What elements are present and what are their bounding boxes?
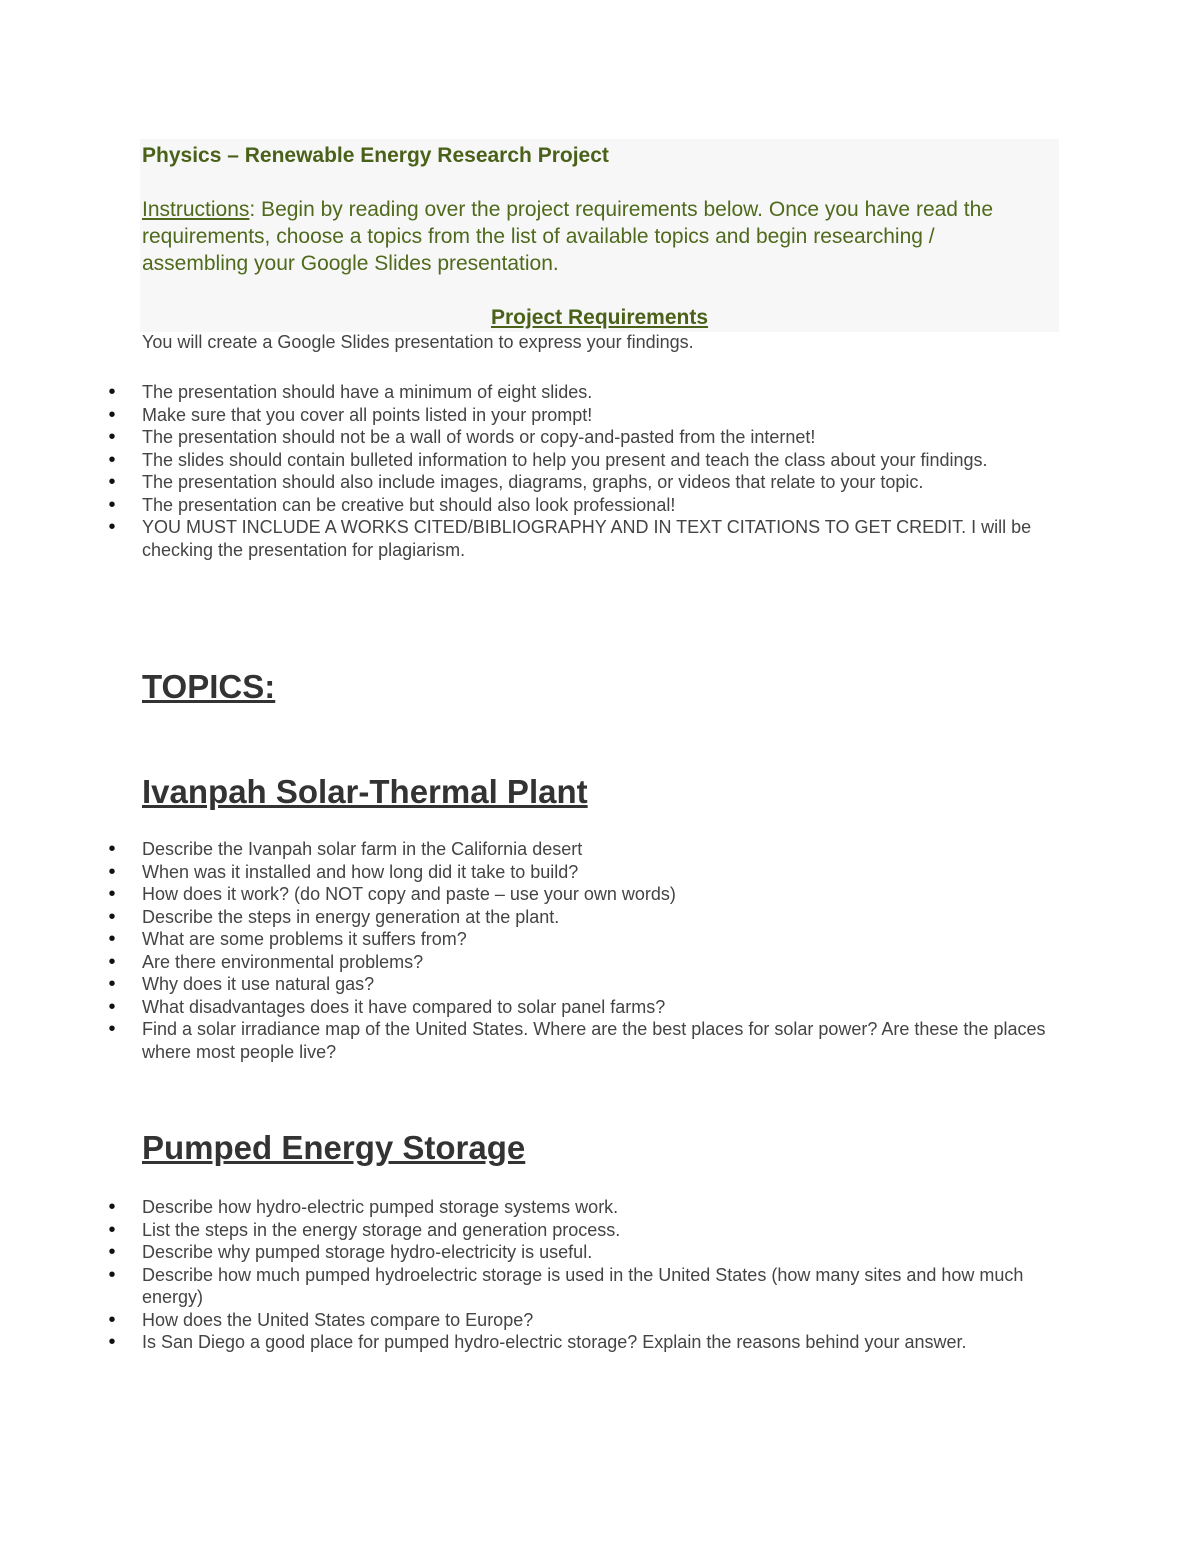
bullet-icon: • — [108, 838, 116, 860]
list-item: • What disadvantages does it have compared to solar panel farms? — [142, 996, 1052, 1019]
bullet-icon: • — [108, 1018, 116, 1040]
bullet-icon: • — [108, 1263, 116, 1286]
list-item: • How does it work? (do NOT copy and paste – use your own words) — [142, 883, 1052, 906]
list-item: • Describe how hydro-electric pumped storage systems work. — [142, 1196, 1052, 1219]
bullet-icon: • — [108, 973, 116, 995]
list-item: • Are there environmental problems? — [142, 951, 1052, 974]
topic-pumped-storage-list — [108, 1196, 1052, 1354]
topics-heading: TOPICS: — [142, 668, 276, 705]
bullet-icon: • — [108, 448, 116, 471]
list-item: • Describe the Ivanpah solar farm in the California desert — [142, 838, 1052, 861]
list-item: • The slides should contain bulleted information to help you present and teach the class about your findings. — [142, 449, 1052, 472]
bullet-icon: • — [108, 471, 116, 493]
list-item: • Find a solar irradiance map of the United States. Where are the best places for solar power? Are these the places where most people live? — [142, 1018, 1052, 1063]
list-item: • How does the United States compare to Europe? — [142, 1309, 1052, 1332]
topic-title-ivanpah: Ivanpah Solar-Thermal Plant — [142, 773, 588, 810]
topic-title-pumped-storage: Pumped Energy Storage — [142, 1129, 526, 1166]
requirements-list — [108, 381, 1052, 561]
list-item: • YOU MUST INCLUDE A WORKS CITED/BIBLIOGRAPHY AND IN TEXT CITATIONS TO GET CREDIT. I will be checking the presentation for plagiarism. — [142, 516, 1052, 561]
bullet-icon: • — [108, 1308, 116, 1331]
instructions-label: Instructions — [142, 198, 250, 221]
bullet-icon: • — [108, 1331, 116, 1353]
bullet-icon: • — [108, 860, 116, 883]
instructions-text: : Begin by reading over the project requirements below. Once you have read the requirements, choose a topics from the list of available topics and begin researching / assembling your Google Slides presentation. — [142, 198, 994, 275]
list-item: • What are some problems it suffers from? — [142, 928, 1052, 951]
list-item: • Describe the steps in energy generation at the plant. — [142, 906, 1052, 929]
bullet-icon: • — [108, 905, 116, 928]
bullet-icon: • — [108, 928, 116, 950]
bullet-icon: • — [108, 493, 116, 516]
list-item: • The presentation should also include images, diagrams, graphs, or videos that relate to your topic. — [142, 471, 1052, 494]
bullet-icon: • — [108, 1218, 116, 1241]
list-item: • The presentation should have a minimum of eight slides. — [142, 381, 1052, 404]
bullet-icon: • — [108, 381, 116, 403]
bullet-icon: • — [108, 995, 116, 1018]
bullet-icon: • — [108, 1196, 116, 1218]
list-item: • Describe how much pumped hydroelectric storage is used in the United States (how many sites and how much energy) — [142, 1264, 1052, 1309]
document-title: Physics – Renewable Energy Research Project — [142, 144, 609, 167]
bullet-icon: • — [108, 403, 116, 426]
bullet-icon: • — [108, 883, 116, 905]
list-item: • Make sure that you cover all points listed in your prompt! — [142, 404, 1052, 427]
project-requirements-heading: Project Requirements — [490, 306, 709, 329]
list-item: • Why does it use natural gas? — [142, 973, 1052, 996]
topic-ivanpah-list — [108, 838, 1052, 1063]
list-item: • List the steps in the energy storage and generation process. — [142, 1219, 1052, 1242]
list-item: • Is San Diego a good place for pumped hydro-electric storage? Explain the reasons behind your answer. — [142, 1331, 1052, 1354]
list-item: • The presentation can be creative but should also look professional! — [142, 494, 1052, 517]
list-item: • When was it installed and how long did it take to build? — [142, 861, 1052, 884]
bullet-icon: • — [108, 1241, 116, 1263]
list-item: • The presentation should not be a wall of words or copy-and-pasted from the internet! — [142, 426, 1052, 449]
bullet-icon: • — [108, 426, 116, 448]
list-item: • Describe why pumped storage hydro-electricity is useful. — [142, 1241, 1052, 1264]
requirements-intro: You will create a Google Slides presentation to express your findings. — [142, 332, 694, 352]
instructions-paragraph — [142, 196, 1042, 277]
bullet-icon: • — [108, 950, 116, 973]
bullet-icon: • — [108, 516, 116, 538]
